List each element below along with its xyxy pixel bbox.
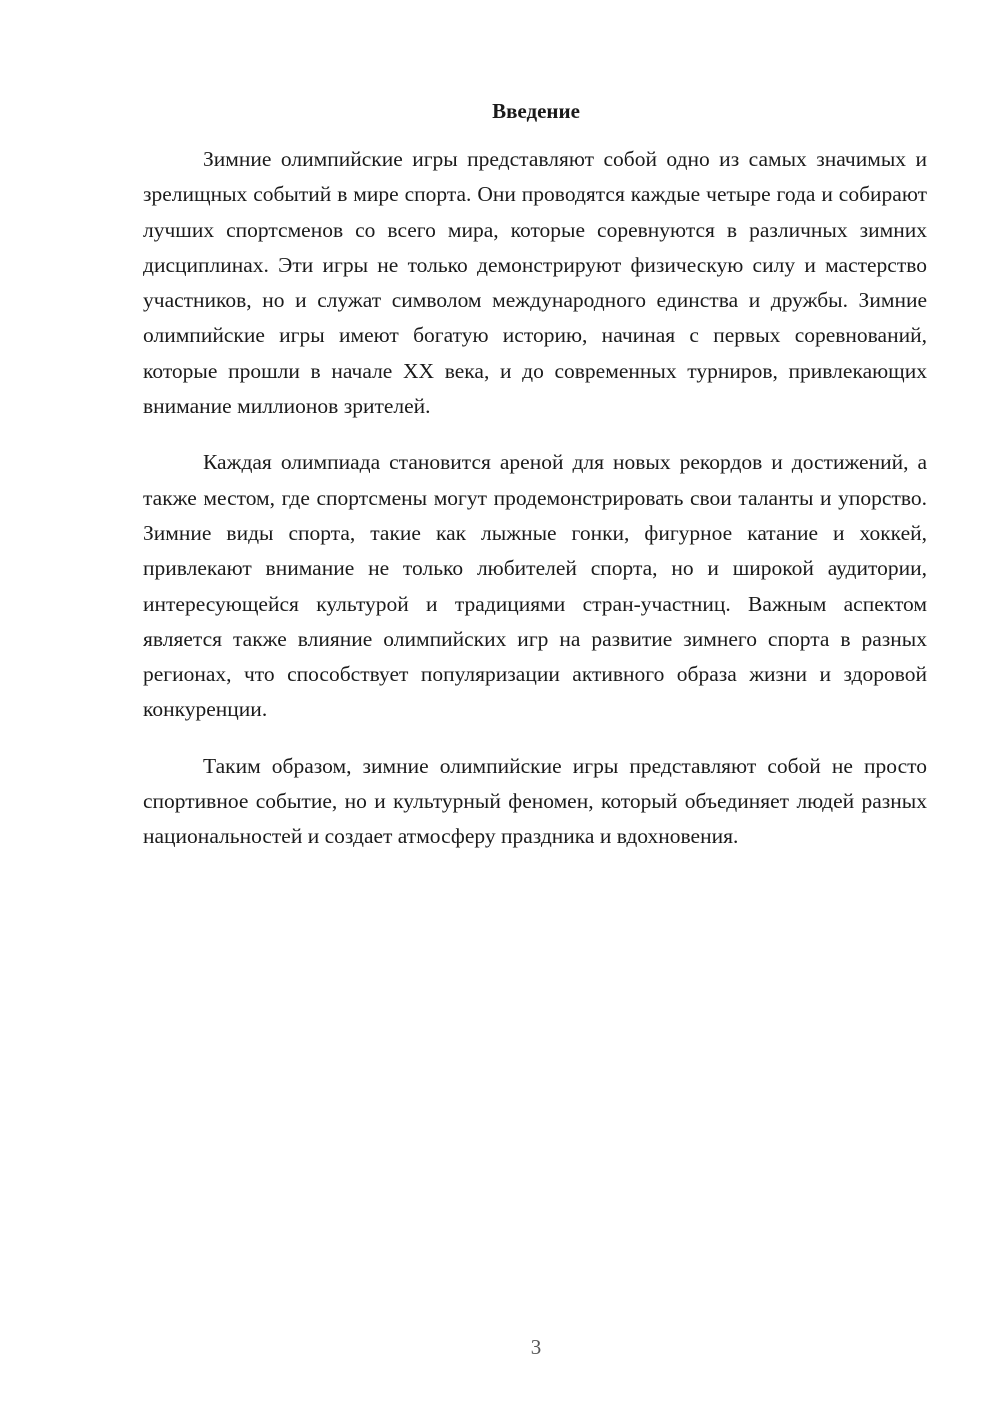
paragraph-1: Зимние олимпийские игры представляют собой одно из самых значимых и зрелищных событий в мире спорта. Они проводятся каждые четыре года и собирают лучших спортсменов со всего мира, которые соревнуются в различных зимних дисциплинах. Эти игры не только демонстрируют физическую силу и мастерство участников, но и служат символом международного единства и дружбы. Зимние олимпийские игры имеют богатую историю, начиная с первых соревнований, которые прошли в начале XX века, и до современных турниров, привлекающих внимание миллионов зрителей. — [143, 147, 927, 419]
body-text — [143, 142, 927, 855]
paragraph-2: Каждая олимпиада становится ареной для новых рекордов и достижений, а также местом, где спортсмены могут продемонстрировать свои таланты и упорство. Зимние виды спорта, такие как лыжные гонки, фигурное катание и хоккей, привлекают внимание не только любителей спорта, но и широкой аудитории, интересующейся культурой и традициями стран-участниц. Важным аспектом является также влияние олимпийских игр на развитие зимнего спорта в разных регионах, что способствует популяризации активного образа жизни и здоровой конкуренции. — [143, 450, 927, 722]
paragraph-3: Таким образом, зимние олимпийские игры представляют собой не просто спортивное событие, но и культурный феномен, который объединяет людей разных национальностей и создает атмосферу праздника и вдохновения. — [143, 753, 927, 849]
page-number: 3 — [530, 1335, 542, 1359]
section-title: Введение — [492, 99, 580, 123]
